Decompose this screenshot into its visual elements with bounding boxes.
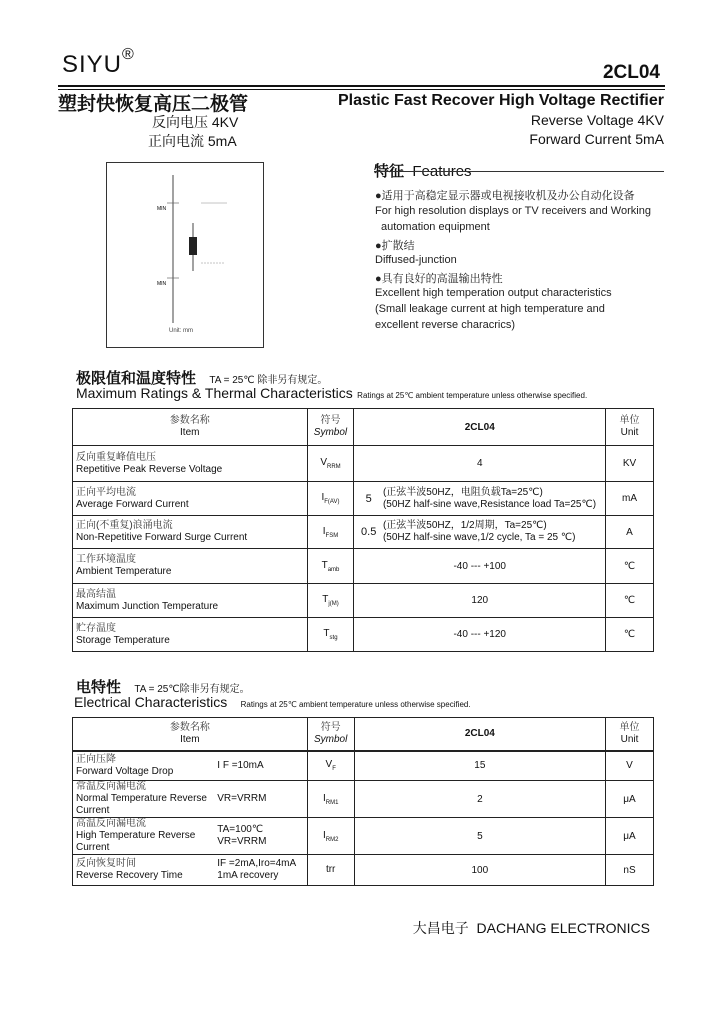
row-unit: ℃ bbox=[606, 584, 654, 618]
feature-line: ●具有良好的高温输出特性 bbox=[375, 273, 503, 285]
title-cn: 塑封快恢复高压二极管 bbox=[58, 94, 249, 115]
symbol-header: 符号 Symbol bbox=[307, 409, 354, 446]
row-item: 工作环境温度 Ambient Temperature bbox=[73, 549, 308, 584]
feature-line: For high resolution displays or TV receivers and Working bbox=[375, 205, 651, 217]
max-ratings-title-en: Maximum Ratings & Thermal Characteristics bbox=[76, 385, 353, 401]
row-value: 15 bbox=[354, 751, 605, 781]
row-symbol: $I_{RM2}$ bbox=[307, 818, 354, 855]
row-item: 贮存温度 Storage Temperature bbox=[73, 618, 308, 652]
row-value: 4 bbox=[354, 446, 606, 482]
electrical-title-en-row bbox=[74, 694, 471, 712]
registered-mark: ® bbox=[122, 46, 135, 63]
row-symbol: $V_F$ bbox=[307, 751, 354, 781]
unit-header: 单位 Unit bbox=[606, 409, 654, 446]
model-header: 2CL04 bbox=[354, 718, 605, 751]
diode-body bbox=[189, 237, 197, 255]
electrical-note-en: Ratings at 25℃ ambient temperature unless otherwise specified. bbox=[240, 700, 471, 709]
row-symbol: $I_{RM1}$ bbox=[307, 781, 354, 818]
row-value: (正弦半波50HZ，电阻负载Ta=25℃) (50HZ half-sine wave,Resistance load Ta=25℃) bbox=[383, 482, 606, 516]
row-value: -40 --- +100 bbox=[354, 549, 606, 584]
row-condition: VR=VRRM bbox=[214, 781, 307, 818]
electrical-table bbox=[72, 717, 654, 886]
row-item: 正向平均电流 Average Forward Current bbox=[73, 482, 308, 516]
row-symbol: $I_{FSM}$ bbox=[307, 516, 354, 549]
item-header: 参数名称 Item bbox=[73, 718, 308, 751]
table-row bbox=[73, 818, 654, 855]
row-number: 0.5 bbox=[354, 516, 383, 549]
row-number: 5 bbox=[354, 482, 383, 516]
row-unit: mA bbox=[606, 482, 654, 516]
title-en: Plastic Fast Recover High Voltage Rectifier bbox=[337, 92, 664, 109]
row-unit: nS bbox=[606, 855, 654, 886]
electrical-title-en: Electrical Characteristics bbox=[74, 694, 228, 710]
row-item: 反向重复峰值电压 Repetitive Peak Reverse Voltage bbox=[73, 446, 308, 482]
row-unit: μA bbox=[606, 781, 654, 818]
table-header-row bbox=[73, 718, 654, 751]
row-symbol: $T_{j(M)}$ bbox=[307, 584, 354, 618]
row-item: 高温反向漏电流 High Temperature Reverse Current bbox=[73, 818, 215, 855]
features-underline bbox=[374, 171, 664, 172]
table-row bbox=[73, 549, 654, 584]
table-header-row bbox=[73, 409, 654, 446]
row-value: 100 bbox=[354, 855, 605, 886]
package-outline-diagram bbox=[106, 162, 264, 348]
feature-line: Excellent high temperation output characteristics bbox=[375, 287, 612, 299]
row-symbol: $I_{F(AV)}$ bbox=[307, 482, 354, 516]
row-symbol: $T_{amb}$ bbox=[307, 549, 354, 584]
row-item: 正向(不重复)浪涌电流 Non-Repetitive Forward Surge Current bbox=[73, 516, 308, 549]
spec-current-cn: 正向电流 5mA bbox=[148, 133, 237, 149]
feature-line: excellent reverse characrics) bbox=[375, 319, 515, 331]
row-unit: A bbox=[606, 516, 654, 549]
electrical-note-cn: TA = 25℃除非另有规定。 bbox=[134, 684, 250, 695]
company-footer bbox=[413, 918, 650, 938]
row-item: 最高结温 Maximum Junction Temperature bbox=[73, 584, 308, 618]
feature-line: ●扩散结 bbox=[375, 240, 415, 252]
row-symbol: $V_{RRM}$ bbox=[307, 446, 354, 482]
row-value: 5 bbox=[354, 818, 605, 855]
table-row bbox=[73, 446, 654, 482]
min-label-2: MIN bbox=[157, 281, 167, 287]
diode-drawing bbox=[107, 163, 263, 347]
feature-line: (Small leakage current at high temperature and bbox=[375, 303, 605, 315]
model-header: 2CL04 bbox=[354, 409, 606, 446]
table-row bbox=[73, 618, 654, 652]
row-value: (正弦半波50HZ，1/2周期，Ta=25℃) (50HZ half-sine wave,1/2 cycle, Ta = 25 ℃) bbox=[383, 516, 606, 549]
row-condition: I F =10mA bbox=[214, 751, 307, 781]
row-item: 常温反向漏电流 Normal Temperature Reverse Current bbox=[73, 781, 215, 818]
row-item: 正向压降 Forward Voltage Drop bbox=[73, 751, 215, 781]
features-title: 特征 Features bbox=[374, 163, 472, 180]
feature-line: automation equipment bbox=[381, 221, 490, 233]
row-value: 2 bbox=[354, 781, 605, 818]
spec-voltage-cn: 反向电压 4KV bbox=[152, 114, 239, 130]
company-en: DACHANG ELECTRONICS bbox=[476, 920, 650, 936]
unit-header: 单位 Unit bbox=[606, 718, 654, 751]
row-value: -40 --- +120 bbox=[354, 618, 606, 652]
header-divider bbox=[58, 85, 665, 87]
row-unit: μA bbox=[606, 818, 654, 855]
max-ratings-note-en: Ratings at 25℃ ambient temperature unless otherwise specified. bbox=[357, 391, 588, 400]
row-condition: IF =2mA,Iro=4mA 1mA recovery bbox=[214, 855, 307, 886]
row-unit: ℃ bbox=[606, 549, 654, 584]
table-row bbox=[73, 584, 654, 618]
table-row bbox=[73, 855, 654, 886]
max-ratings-table bbox=[72, 408, 654, 652]
table-row bbox=[73, 751, 654, 781]
row-item: 反向恢复时间 Reverse Recovery Time bbox=[73, 855, 215, 886]
row-condition: TA=100℃ VR=VRRM bbox=[214, 818, 307, 855]
brand-logo: SIYU® bbox=[62, 46, 135, 78]
model-number: 2CL04 bbox=[602, 62, 660, 83]
table-row bbox=[73, 781, 654, 818]
electrical-title-cn: 电特性 bbox=[76, 679, 122, 696]
min-label-1: MIN bbox=[157, 206, 167, 212]
row-unit: ℃ bbox=[606, 618, 654, 652]
row-symbol: $T_{stg}$ bbox=[307, 618, 354, 652]
symbol-header: 符号 Symbol bbox=[307, 718, 354, 751]
feature-line: ●适用于高稳定显示器或电视接收机及办公自动化设备 bbox=[375, 190, 635, 202]
table-row bbox=[73, 516, 654, 549]
item-header: 参数名称 Item bbox=[73, 409, 308, 446]
company-cn: 大昌电子 bbox=[412, 920, 469, 936]
spec-current-en: Forward Current 5mA bbox=[529, 131, 664, 147]
feature-line: Diffused-junction bbox=[375, 254, 457, 266]
table-row bbox=[73, 482, 654, 516]
row-value: 120 bbox=[354, 584, 606, 618]
unit-label: Unit: mm bbox=[169, 328, 193, 334]
max-ratings-title-en-row bbox=[76, 385, 587, 403]
row-unit: KV bbox=[606, 446, 654, 482]
row-symbol: trr bbox=[307, 855, 354, 886]
max-ratings-note-cn: TA = 25℃ 除非另有规定。 bbox=[209, 375, 328, 386]
row-unit: V bbox=[606, 751, 654, 781]
spec-voltage-en: Reverse Voltage 4KV bbox=[530, 112, 664, 128]
max-ratings-title-cn: 极限值和温度特性 bbox=[76, 370, 197, 387]
